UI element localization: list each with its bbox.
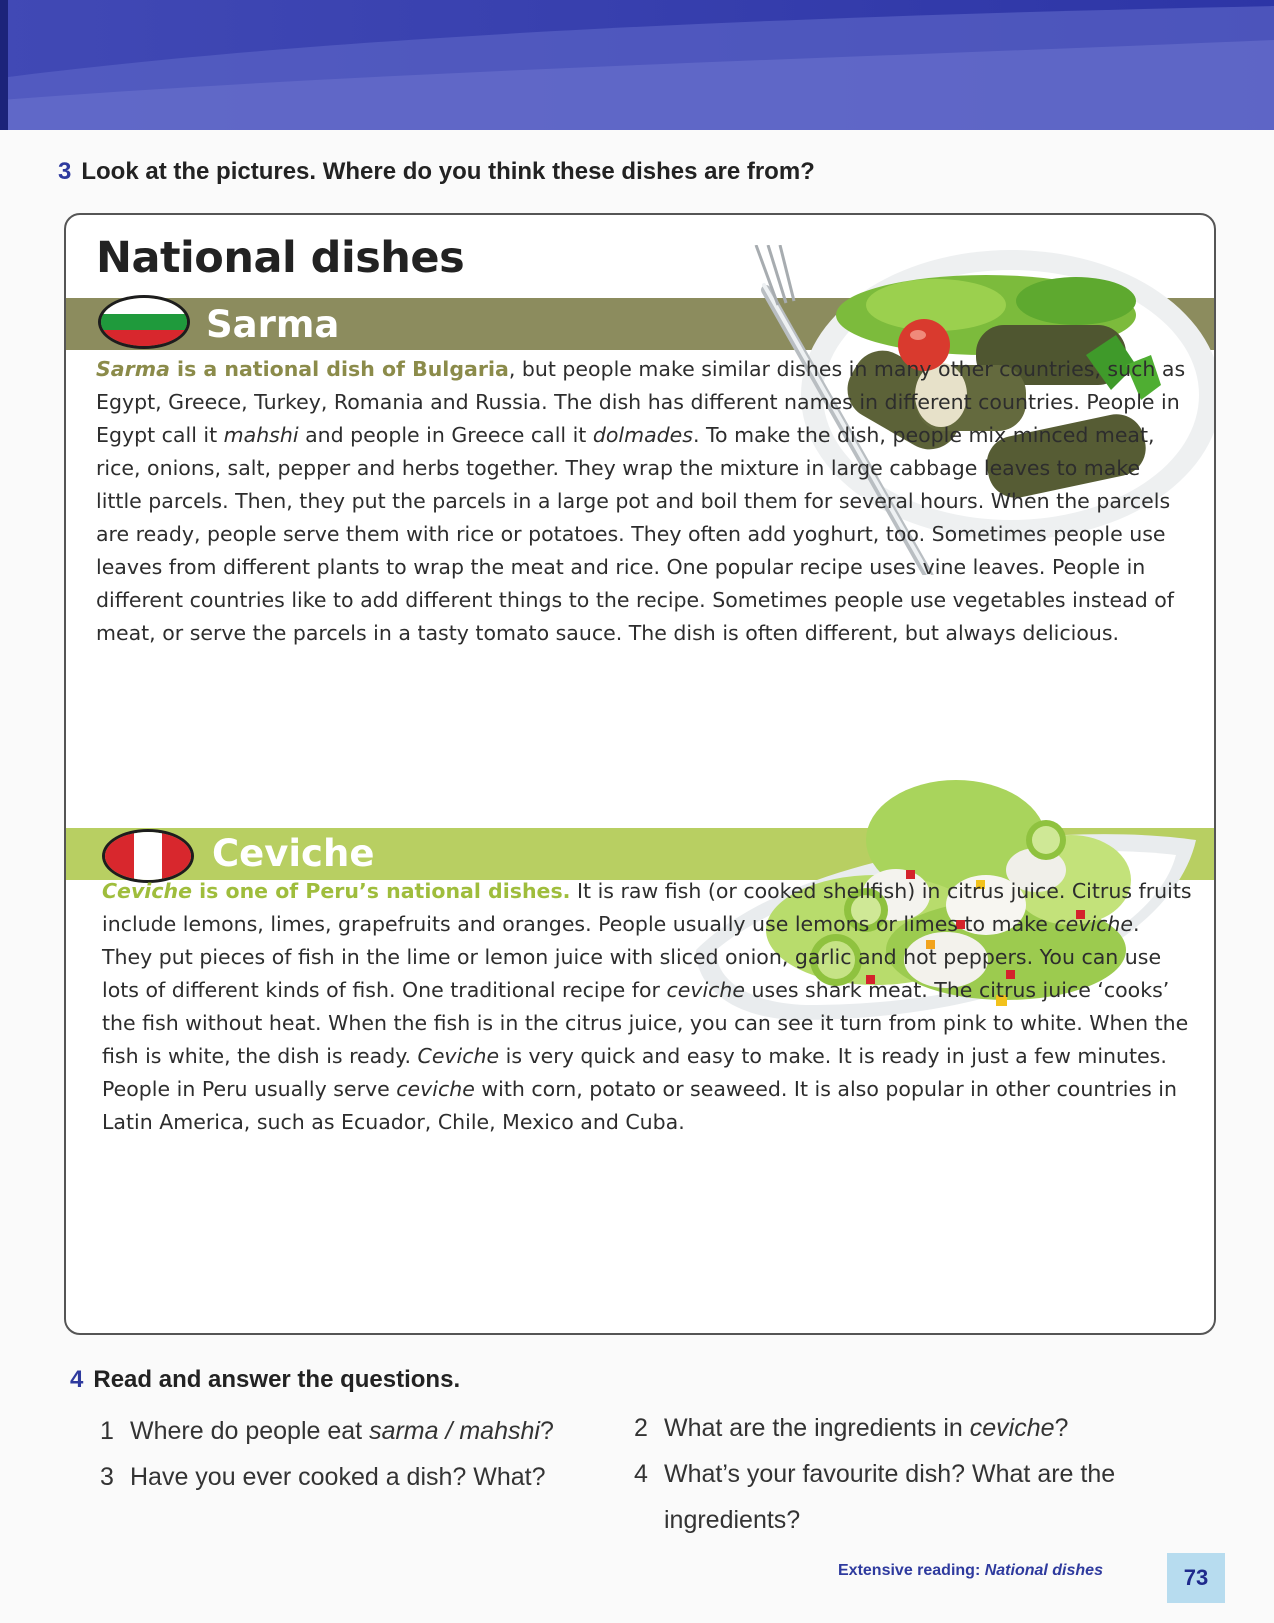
page-number: 73 [1167,1553,1225,1603]
footer-title: National dishes [984,1562,1103,1579]
sarma-text-2: and people in Greece call it [298,423,593,447]
sarma-term-dolmades: dolmades [592,423,693,447]
ceviche-term-2: ceviche [666,978,746,1002]
exercise-3-text: Look at the pictures. Where do you think these dishes are from? [81,158,815,185]
header-band [0,0,1274,130]
ceviche-term-3: Ceviche [417,1044,500,1068]
ceviche-text-3: uses shark meat. The citrus juice ‘cooks’ the fish without heat. When the fish is in the citrus juice, you can see it turn from pink to white. When the fish is white, the dish is ready. [102,978,1189,1068]
question-3-number: 3 [100,1463,114,1491]
ceviche-term-1: ceviche [1054,912,1133,936]
footer-caption [838,1562,1103,1580]
ceviche-text-1: It is raw fish (or cooked shellfish) in citrus juice. Citrus fruits include lemons, limes, grapefruits and oranges. People usually use lemons or limes to make [102,879,1192,936]
ceviche-term-4: ceviche [396,1077,475,1101]
bulgaria-flag-icon [98,295,190,349]
sarma-heading: Sarma [206,303,340,346]
sarma-text-3: . To make the dish, people mix minced meat, rice, onions, salt, pepper and herbs together. They wrap the mixture in large cabbage leaves to make little parcels. Then, they put the parcels in a large pot and boil them for several hours. When the parcels are ready, people serve them with rice or potatoes. They often add yoghurt, too. Sometimes people use leaves from different plants to wrap the meat and rice. One popular recipe uses vine leaves. People in different countries like to add different things to the recipe. Sometimes people use vegetables instead of meat, or serve the parcels in a tasty tomato sauce. The dish is often different, but always delicious. [96,423,1175,645]
question-1-end: ? [539,1417,554,1445]
question-3-text: Have you ever cooked a dish? What? [130,1463,546,1491]
sarma-lead-text: is a national dish of Bulgaria [169,357,509,381]
question-2-number: 2 [634,1414,648,1442]
sarma-text-1: , but people make similar dishes in many other countries, such as Egypt, Greece, Turkey, Romania and Russia. The dish has different names in different countries. People in Egypt call it [96,357,1186,447]
question-1-text: Where do people eat [130,1417,370,1445]
exercise-4-number: 4 [70,1366,84,1393]
footer-label: Extensive reading: [838,1562,985,1579]
ceviche-lead-term: Ceviche [102,879,192,903]
question-4-text: What’s your favourite dish? What are the [664,1460,1116,1488]
question-2-term: ceviche [969,1414,1055,1442]
question-1 [100,1408,554,1454]
ceviche-lead-text: is one of Peru’s national dishes. [192,879,571,903]
sarma-term-mahshi: mahshi [223,423,299,447]
exercise-3-number: 3 [58,158,72,185]
question-4-text-cont: ingredients? [664,1506,801,1534]
question-4-number: 4 [634,1460,648,1488]
ceviche-heading: Ceviche [212,832,375,875]
question-3 [100,1454,546,1500]
ceviche-lead [102,879,570,903]
question-2-end: ? [1054,1414,1069,1442]
question-1-term: sarma / mahshi [369,1417,540,1445]
exercise-4-text: Read and answer the questions. [93,1366,461,1393]
question-4 [634,1451,1115,1543]
sarma-paragraph [96,353,1186,650]
ceviche-text-2: . They put pieces of fish in the lime or lemon juice with sliced onion, garlic and hot peppers. You can use lots of different kinds of fish. One traditional recipe for [102,912,1162,1002]
ceviche-text-5: with corn, potato or seaweed. It is also popular in other countries in Latin America, such as Ecuador, Chile, Mexico and Cuba. [102,1077,1177,1134]
question-2 [634,1405,1068,1451]
question-1-number: 1 [100,1417,114,1445]
exercise-3-instruction [58,158,815,186]
question-2-text: What are the ingredients in [664,1414,970,1442]
sarma-lead-term: Sarma [96,357,170,381]
reading-panel [64,213,1216,1335]
exercise-4-instruction [70,1366,460,1394]
ceviche-paragraph [102,875,1192,1139]
panel-title: National dishes [96,233,465,283]
sarma-lead [96,357,509,381]
ceviche-text-4: is very quick and easy to make. It is ready in just a few minutes. People in Peru usually serve [102,1044,1167,1101]
